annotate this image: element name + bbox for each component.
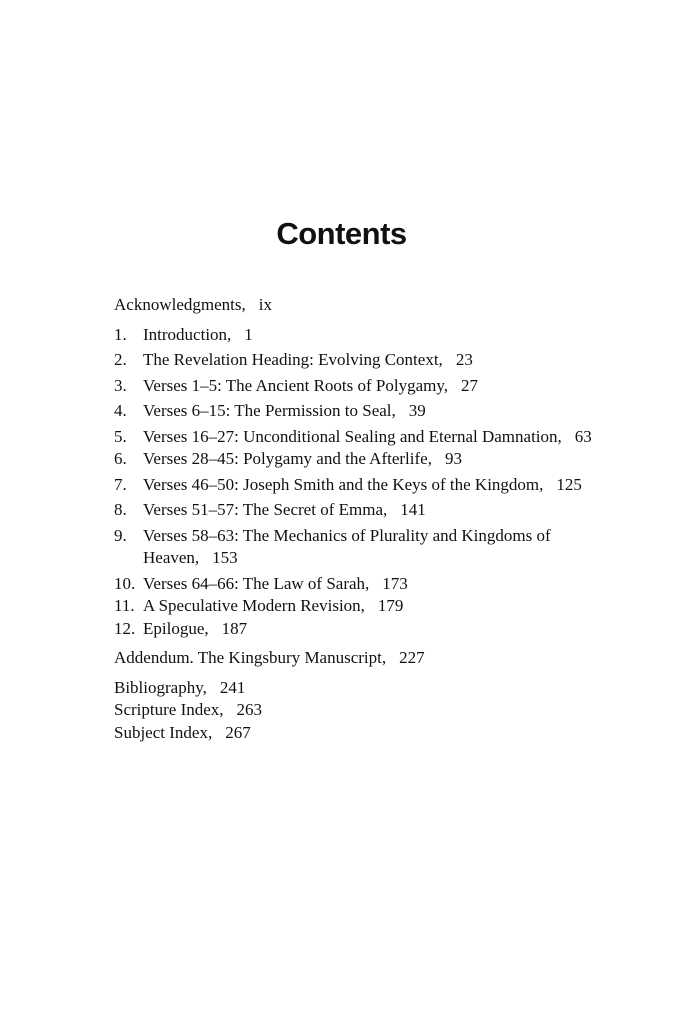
toc-chapter-number: 10. xyxy=(114,573,136,593)
toc-chapter-8 xyxy=(114,499,614,522)
toc-chapter-number: 12. xyxy=(114,618,136,638)
toc-entry-title: Bibliography, xyxy=(114,677,207,697)
page-title: Contents xyxy=(276,216,407,251)
toc-entry-page: 267 xyxy=(225,722,251,742)
toc-chapter-12 xyxy=(114,618,614,641)
toc-chapter-title: Verses 51–57: The Secret of Emma, xyxy=(143,500,388,519)
toc-chapter-title: The Revelation Heading: Evolving Context, xyxy=(143,350,443,369)
toc-chapter-number: 1. xyxy=(114,324,127,344)
toc-entry-page: 241 xyxy=(219,677,246,697)
toc-chapter-title: Verses 1–5: The Ancient Roots of Polygamy, xyxy=(143,375,449,395)
toc-chapter-title: A Speculative Modern Revision, xyxy=(143,596,365,615)
toc-chapter-title: Verses 46–50: Joseph Smith and the Keys of the Kingdom, xyxy=(143,474,544,494)
toc-chapter-title: Verses 28–45: Polygamy and the Afterlife, xyxy=(143,449,432,468)
toc-chapter-1 xyxy=(114,324,614,347)
toc-chapter-title: Introduction, xyxy=(143,324,232,344)
toc-chapter-11 xyxy=(114,595,614,618)
toc-chapter-title: Verses 64–66: The Law of Sarah, xyxy=(143,573,370,593)
toc-entry-title: Scripture Index, xyxy=(114,700,224,719)
toc-chapter-title: Verses 6–15: The Permission to Seal, xyxy=(143,401,396,420)
toc-chapter-page: 173 xyxy=(382,573,408,593)
toc-entry-scripture-index xyxy=(114,699,614,722)
toc-entry-subject-index xyxy=(114,722,614,745)
toc-entry-page: ix xyxy=(258,295,272,314)
toc-entry-title: Addendum. The Kingsbury Manuscript, xyxy=(114,648,387,667)
toc-chapter-7 xyxy=(114,474,614,497)
toc-entry-acknowledgments xyxy=(114,294,614,317)
toc-chapter-3 xyxy=(114,375,614,398)
toc-chapter-number: 2. xyxy=(114,350,127,369)
toc-chapter-page: 93 xyxy=(444,449,462,468)
toc-chapter-title-with-page xyxy=(143,525,583,570)
toc-entry-page: 227 xyxy=(399,648,425,667)
table-of-contents xyxy=(114,294,614,744)
toc-chapter-page: 187 xyxy=(221,618,248,638)
toc-chapter-number: 3. xyxy=(114,375,127,395)
toc-chapter-title: Epilogue, xyxy=(143,618,209,638)
toc-chapter-page: 39 xyxy=(408,401,426,420)
toc-chapter-page: 23 xyxy=(455,350,473,369)
toc-chapter-number: 4. xyxy=(114,401,127,420)
toc-chapter-page: 179 xyxy=(377,596,404,615)
toc-entry-addendum xyxy=(114,647,614,670)
toc-chapter-2 xyxy=(114,349,614,372)
toc-chapter-page: 125 xyxy=(556,474,582,494)
toc-chapter-number: 9. xyxy=(114,525,127,545)
toc-chapter-10 xyxy=(114,573,614,596)
toc-chapter-title: Verses 58–63: The Mechanics of Plurality and Kingdoms of Heaven, xyxy=(143,525,551,567)
toc-chapter-number: 8. xyxy=(114,500,127,519)
toc-chapter-number: 11. xyxy=(114,596,135,615)
toc-chapter-number: 5. xyxy=(114,426,127,446)
toc-chapter-6 xyxy=(114,448,614,471)
toc-chapter-number: 7. xyxy=(114,474,127,494)
toc-entry-page: 263 xyxy=(236,700,263,719)
toc-entry-title: Subject Index, xyxy=(114,722,213,742)
toc-chapter-number: 6. xyxy=(114,449,127,468)
toc-chapter-page: 27 xyxy=(461,375,479,395)
toc-chapter-title: Verses 16–27: Unconditional Sealing and Eternal Damnation, xyxy=(143,426,562,446)
toc-chapter-5 xyxy=(114,426,614,449)
toc-entry-title: Acknowledgments, xyxy=(114,295,246,314)
toc-chapter-4 xyxy=(114,400,614,423)
toc-entry-bibliography xyxy=(114,677,614,700)
toc-chapter-9 xyxy=(114,525,614,570)
toc-chapter-page: 141 xyxy=(400,500,426,519)
toc-chapter-page: 63 xyxy=(574,426,592,446)
toc-chapter-page: 1 xyxy=(244,324,253,344)
toc-chapter-page: 153 xyxy=(212,548,238,567)
